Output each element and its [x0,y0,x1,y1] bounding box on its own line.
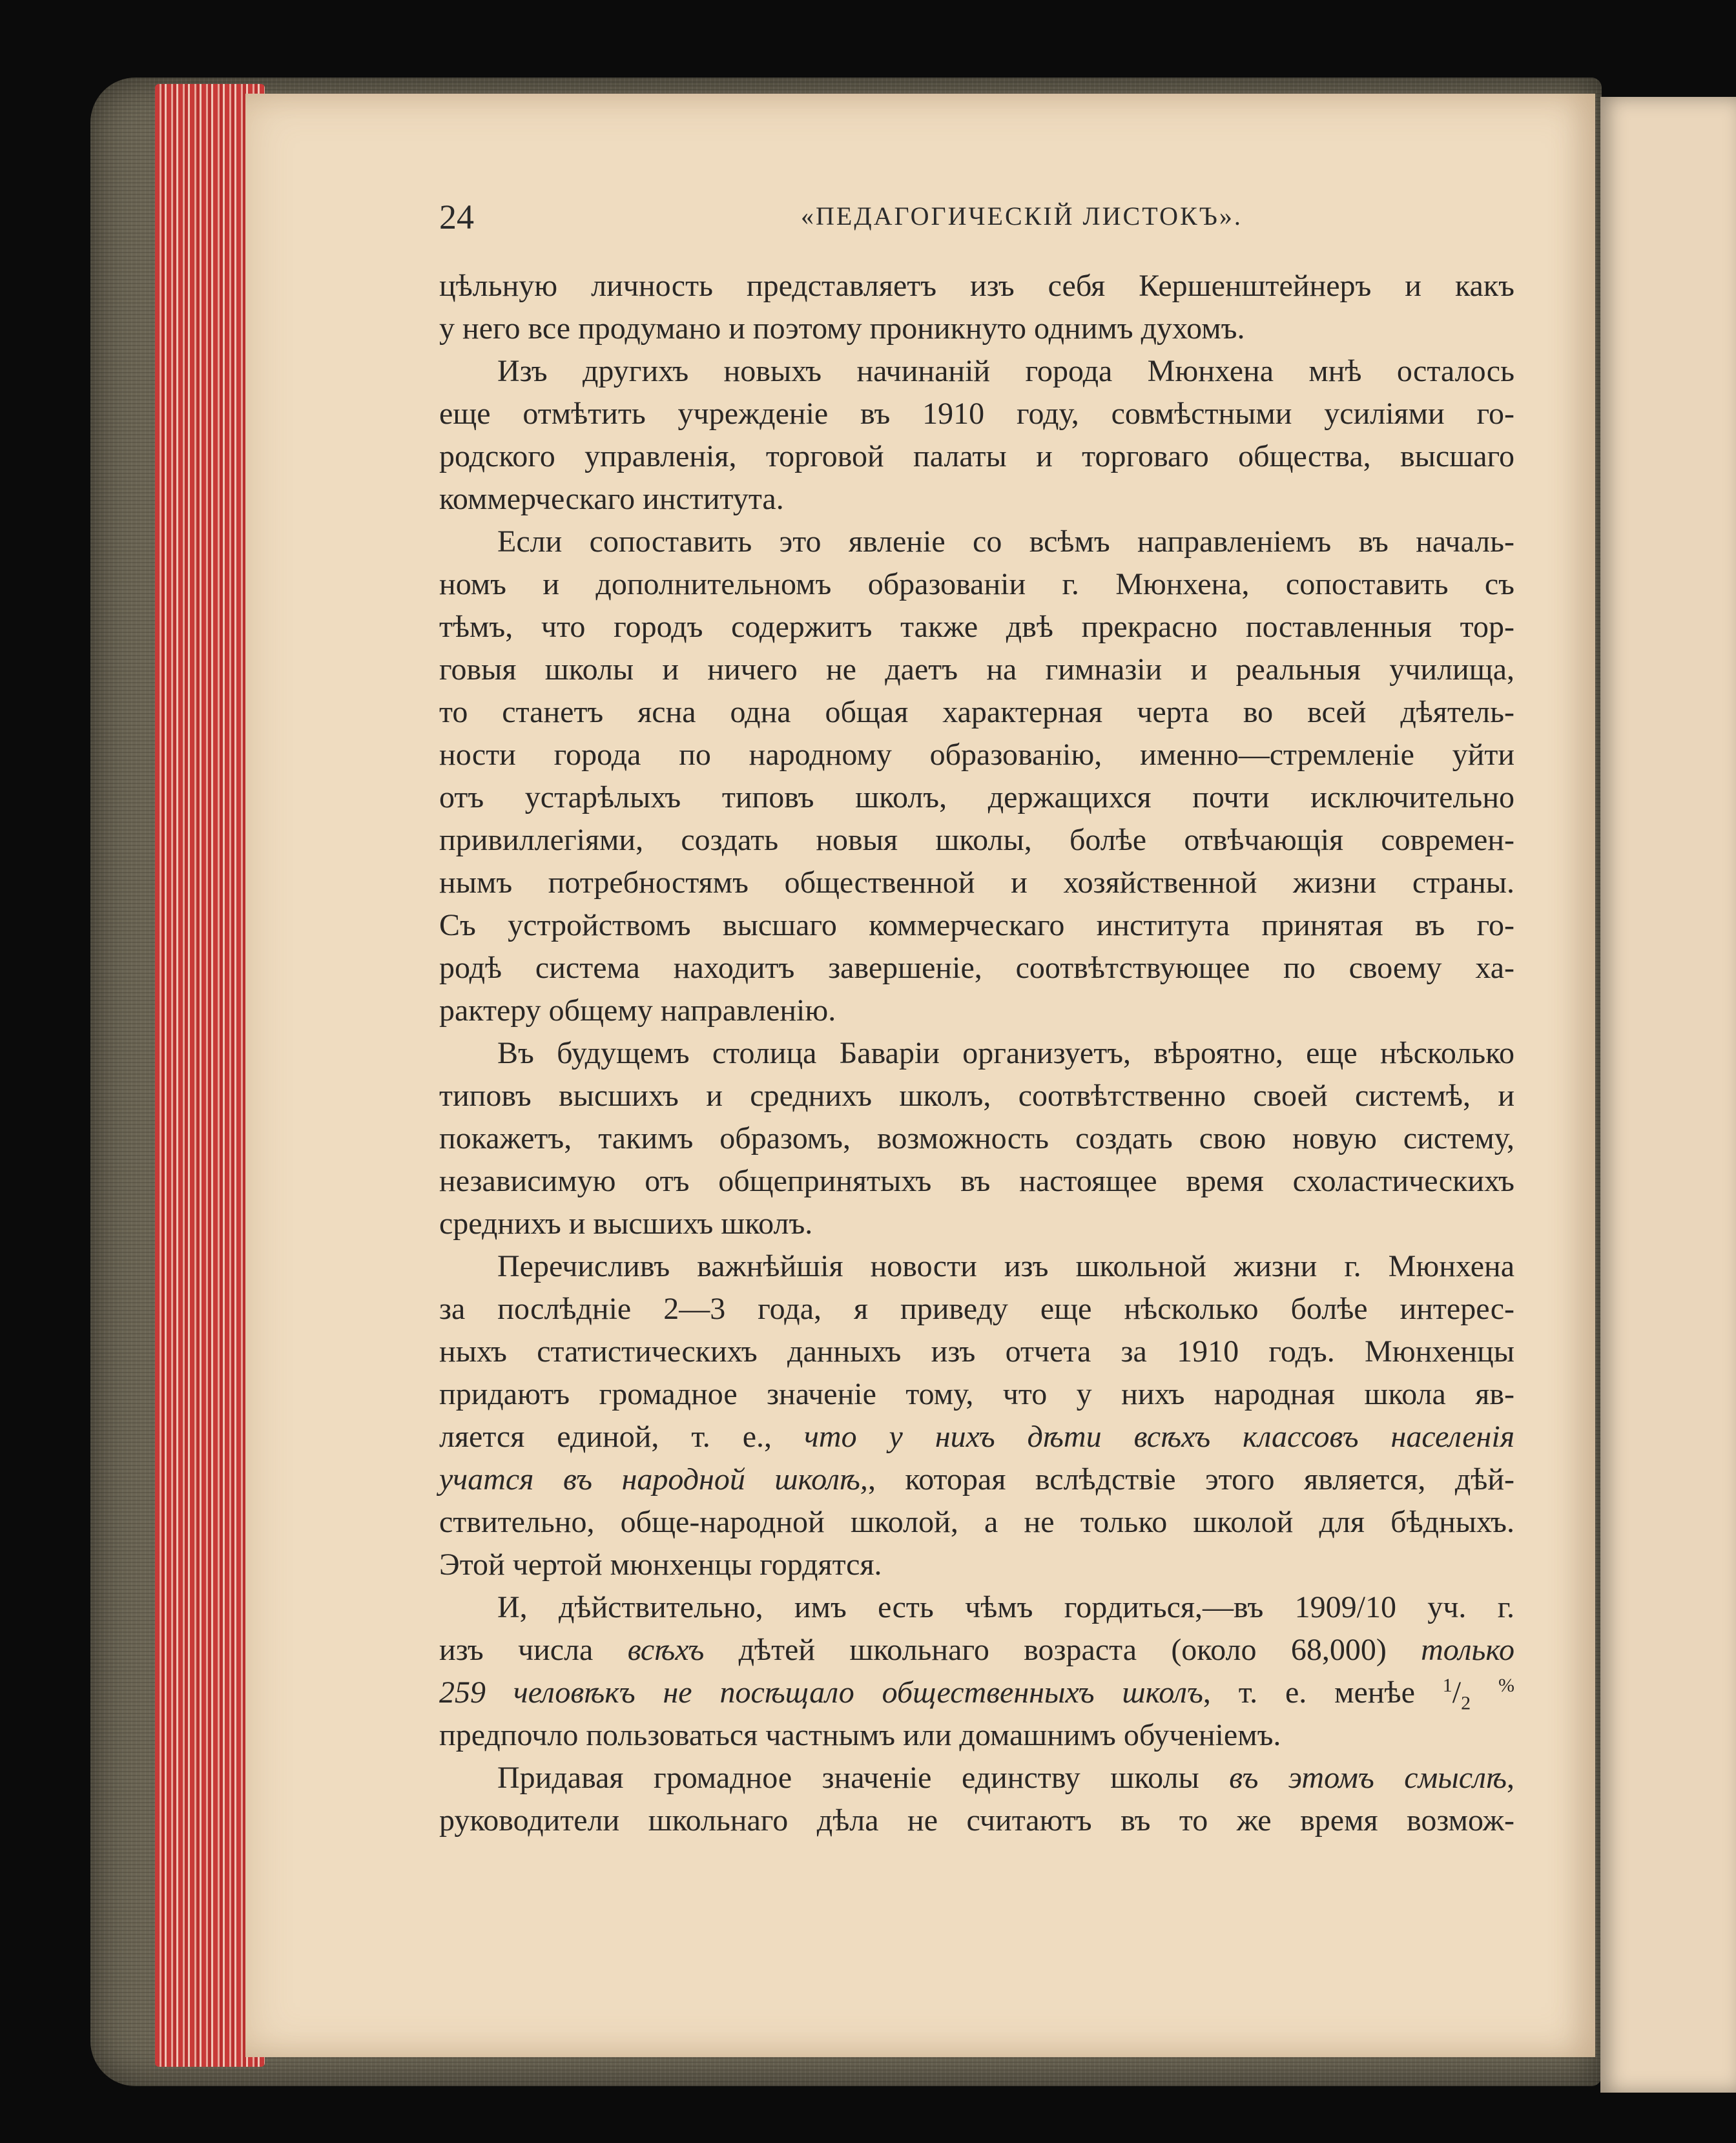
page-number: 24 [439,198,474,236]
text-line: среднихъ и высшихъ школъ. [439,1206,813,1241]
text-line: номъ и дополнительномъ образованіи г. Мюнхена, сопоставить съ [439,567,1514,601]
text-line [439,1629,1514,1672]
text-line: привиллегіями, создать новыя школы, болѣе отвѣчающія современ- [439,823,1514,857]
text-line: предпочло пользоваться частнымъ или домашнимъ обученіемъ. [439,1718,1281,1752]
opposite-page-edge [1600,97,1736,2093]
italic-text: учатся въ народной школѣ, [439,1462,868,1496]
text-run: изъ числа [439,1633,594,1667]
text-run: , т. е. менѣе [1203,1675,1415,1710]
text-line: покажетъ, такимъ образомъ, возможность создать свою новую систему, [439,1121,1514,1155]
italic-text: что у нихъ дѣти всѣхъ классовъ населенія [804,1420,1515,1454]
text-line: цѣльную личность представляетъ изъ себя Кершенштейнеръ и какъ [439,269,1514,303]
text-line: Съ устройствомъ высшаго коммерческаго института принятая въ го- [439,908,1514,942]
text-line: родѣ система находитъ завершеніе, соотвѣтствующее по своему ха- [439,951,1514,985]
text-line: ныхъ статистическихъ данныхъ изъ отчета за 1910 годъ. Мюнхенцы [439,1334,1514,1369]
text-line: говыя школы и ничего не даетъ на гимназіи и реальныя училища, [439,652,1514,687]
text-line: типовъ высшихъ и среднихъ школъ, соотвѣтственно своей системѣ, и [439,1079,1514,1113]
text-line [439,1458,1514,1501]
text-run: , которая вслѣдствіе этого является, дѣй- [867,1462,1515,1496]
italic-text: только [1421,1633,1515,1667]
text-line: руководители школьнаго дѣла не считаютъ въ то же время возмож- [439,1803,1514,1838]
text-line: нымъ потребностямъ общественной и хозяйственной жизни страны. [439,865,1514,900]
italic-text: 259 человѣкъ не посѣщало общественныхъ школъ [439,1675,1203,1710]
percent-sign: % [1498,1675,1514,1696]
running-title: «ПЕДАГОГИЧЕСКІЙ ЛИСТОКЪ». [801,202,1243,231]
book-page [245,94,1595,2057]
text-line: ствительно, обще-народной школой, а не только школой для бѣдныхъ. [439,1505,1514,1539]
text-run: Придавая громадное значеніе единству школы [497,1761,1199,1795]
text-run: , [1507,1761,1515,1795]
text-line: за послѣдніе 2—3 года, я приведу еще нѣсколько болѣе интерес- [439,1292,1514,1326]
text-line: Если сопоставить это явленіе со всѣмъ направленіемъ въ началь- [497,524,1514,559]
text-line: ности города по народному образованію, именно—стремленіе уйти [439,738,1514,772]
text-line: то станетъ ясна одна общая характерная черта во всей дѣятель- [439,695,1514,729]
fraction-numerator: 1 [1442,1675,1452,1696]
page-header [439,197,1537,249]
body-text [439,265,1514,1842]
text-line: И, дѣйствительно, имъ есть чѣмъ гордиться,—въ 1909/10 уч. г. [497,1590,1514,1624]
text-line: коммерческаго института. [439,482,784,516]
italic-text: всѣхъ [627,1633,705,1667]
text-line [439,1757,1514,1799]
text-line: Перечисливъ важнѣйшія новости изъ школьной жизни г. Мюнхена [497,1249,1514,1283]
text-line: еще отмѣтить учрежденіе въ 1910 году, совмѣстными усиліями го- [439,397,1514,431]
text-line: тѣмъ, что городъ содержитъ также двѣ прекрасно поставленныя тор- [439,610,1514,644]
text-line: Этой чертой мюнхенцы гордятся. [439,1548,882,1582]
text-run: ляется единой, т. е., [439,1420,772,1454]
text-run: дѣтей школьнаго возраста (около 68,000) [738,1633,1387,1667]
text-line [439,1416,1514,1458]
text-line: Въ будущемъ столица Баваріи организуетъ, вѣроятно, еще нѣсколько [497,1036,1514,1070]
italic-text: въ этомъ смыслѣ [1229,1761,1507,1795]
text-line: 259 человѣкъ не посѣщало общественныхъ школъ, т. е. менѣе $^1/_2$ % [439,1675,1514,1714]
text-line: Изъ другихъ новыхъ начинаній города Мюнхена мнѣ осталось [497,354,1514,388]
text-line: независимую отъ общепринятыхъ въ настоящее время схоластическихъ [439,1164,1514,1198]
text-line: у него все продумано и поэтому проникнуто однимъ духомъ. [439,311,1245,346]
text-line: рактеру общему направленію. [439,993,836,1028]
fraction-denominator: 2 [1461,1692,1471,1714]
text-line: родского управленія, торговой палаты и торговаго общества, высшаго [439,439,1514,473]
text-line: отъ устарѣлыхъ типовъ школъ, держащихся почти исключительно [439,780,1514,814]
text-line: придаютъ громадное значеніе тому, что у нихъ народная школа яв- [439,1377,1514,1411]
